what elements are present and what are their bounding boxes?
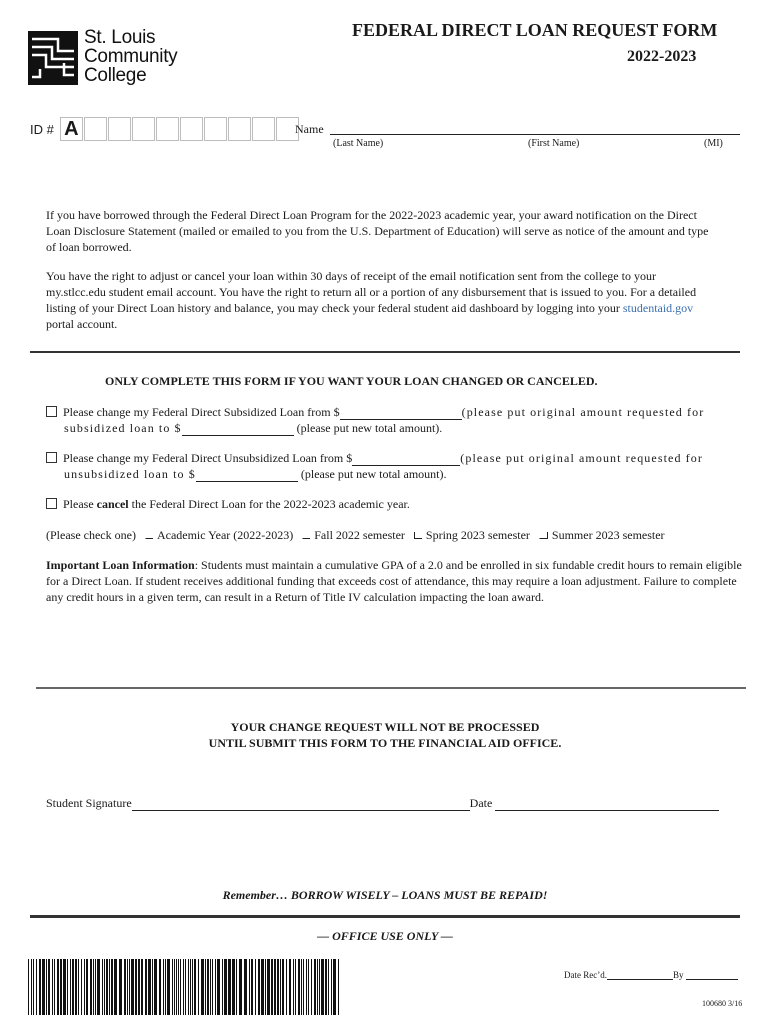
option-unsubsidized bbox=[46, 450, 746, 482]
unsubsidized-new-amount-field[interactable] bbox=[196, 469, 298, 482]
id-digit-box[interactable] bbox=[108, 117, 131, 141]
form-code: 100680 3/16 bbox=[702, 999, 743, 1008]
signature-row bbox=[46, 796, 719, 811]
section-divider bbox=[30, 351, 740, 353]
last-name-caption: (Last Name) bbox=[333, 138, 384, 149]
id-digit-box[interactable] bbox=[180, 117, 203, 141]
subsidized-original-amount-field[interactable] bbox=[340, 407, 462, 420]
notice-line: UNTIL SUBMIT THIS FORM TO THE FINANCIAL AID OFFICE. bbox=[208, 736, 562, 750]
option-text: unsubsidized loan to $ bbox=[64, 467, 196, 481]
name-field[interactable] bbox=[330, 134, 740, 135]
office-use-heading: — OFFICE USE ONLY — bbox=[317, 929, 453, 943]
borrow-wisely-reminder: Remember… BORROW WISELY – LOANS MUST BE REPAID! bbox=[222, 888, 548, 902]
cancel-checkbox[interactable] bbox=[46, 498, 57, 509]
summer-semester-checkbox[interactable] bbox=[539, 532, 548, 539]
section-heading: ONLY COMPLETE THIS FORM IF YOU WANT YOUR LOAN CHANGED OR CANCELED. bbox=[105, 374, 598, 388]
college-logo-wordmark: St. Louis Community College bbox=[84, 27, 178, 86]
notice-line: YOUR CHANGE REQUEST WILL NOT BE PROCESSED bbox=[230, 720, 540, 734]
intro-paragraph-2 bbox=[46, 268, 716, 332]
option-cancel bbox=[46, 496, 746, 512]
term-selection-row bbox=[46, 528, 665, 543]
id-digit-box[interactable] bbox=[228, 117, 251, 141]
id-box-prefix: A bbox=[60, 117, 83, 141]
form-year: 2022-2023 bbox=[627, 48, 697, 65]
option-subsidized bbox=[46, 404, 746, 436]
id-digit-box[interactable] bbox=[132, 117, 155, 141]
id-label: ID # bbox=[30, 121, 54, 137]
option-text: (please put new total amount). bbox=[293, 421, 443, 435]
by-label: By bbox=[672, 970, 684, 980]
footer-divider bbox=[30, 915, 740, 918]
date-field[interactable] bbox=[495, 798, 719, 811]
important-loan-information bbox=[46, 557, 751, 605]
subsidized-checkbox[interactable] bbox=[46, 406, 57, 417]
middle-initial-caption: (MI) bbox=[704, 138, 723, 149]
option-text: (please put original amount requested for bbox=[461, 405, 705, 419]
id-digit-box[interactable] bbox=[84, 117, 107, 141]
fall-semester-checkbox[interactable] bbox=[302, 532, 310, 539]
id-digit-box[interactable] bbox=[156, 117, 179, 141]
signature-label: Student Signature bbox=[46, 796, 132, 810]
check-one-label: (Please check one) bbox=[46, 528, 136, 542]
option-text: Please bbox=[63, 497, 97, 511]
spring-semester-checkbox[interactable] bbox=[414, 532, 422, 539]
name-label: Name bbox=[295, 122, 324, 136]
form-title: FEDERAL DIRECT LOAN REQUEST FORM bbox=[352, 20, 718, 40]
id-row bbox=[30, 116, 300, 142]
by-field[interactable] bbox=[686, 970, 738, 980]
barcode bbox=[28, 959, 342, 1015]
intro-paragraph-1: If you have borrowed through the Federal Direct Loan Program for the 2022-2023 academic year, your award notification on the Direct Loan Disclosure Statement (mailed or emailed to you from the U.S. Department of Education) will serve as notice of the amount and type of loan borrowed. bbox=[46, 208, 709, 254]
unsubsidized-checkbox[interactable] bbox=[46, 452, 57, 463]
term-choice-label: Academic Year (2022-2023) bbox=[156, 528, 294, 542]
option-text: subsidized loan to $ bbox=[64, 421, 182, 435]
college-logo-mark-icon bbox=[28, 31, 78, 85]
studentaid-link[interactable]: studentaid.gov bbox=[622, 301, 694, 315]
term-choice-label: Fall 2022 semester bbox=[314, 528, 405, 542]
cancel-emphasis: cancel bbox=[96, 497, 129, 511]
college-logo bbox=[28, 28, 193, 90]
academic-year-checkbox[interactable] bbox=[145, 532, 153, 539]
id-digit-box[interactable] bbox=[252, 117, 275, 141]
option-text: (please put new total amount). bbox=[297, 467, 447, 481]
date-label: Date bbox=[469, 796, 493, 810]
term-choice-label: Spring 2023 semester bbox=[425, 528, 530, 542]
important-text: : Students must maintain a cumulative GPA of a 2.0 and be enrolled in six fundable credit hours to remain eligible for a Direct Loan. If student receives additional funding that exceeds cost of attendance, this may require a loan adjustment. Failure to complete any credit hours in a given term, can result in a Return of Title IV calculation impacting the loan award. bbox=[46, 558, 742, 604]
date-received-label: Date Rec’d. bbox=[564, 970, 607, 980]
option-text: Please change my Federal Direct Subsidized Loan from $ bbox=[63, 405, 340, 419]
option-text: the Federal Direct Loan for the 2022-2023 academic year. bbox=[128, 497, 410, 511]
id-digit-box[interactable] bbox=[204, 117, 227, 141]
processing-notice bbox=[0, 719, 770, 751]
term-choice-label: Summer 2023 semester bbox=[551, 528, 665, 542]
date-received-field[interactable] bbox=[607, 970, 673, 980]
section-divider bbox=[36, 687, 746, 689]
option-text: (please put original amount requested for bbox=[460, 451, 703, 465]
option-text: Please change my Federal Direct Unsubsidized Loan from $ bbox=[63, 451, 353, 465]
important-label: Important Loan Information bbox=[46, 558, 195, 572]
intro-paragraph-2-end: portal account. bbox=[46, 317, 118, 331]
office-date-received bbox=[564, 970, 738, 980]
intro-paragraph-2-text: You have the right to adjust or cancel your loan within 30 days of receipt of the email notification sent from the college to your my.stlcc.edu student email account. You have the right to return all or a portion of any disbursement that is issued to you. For a detailed listing of your Direct Loan history and balance, you may check your federal student aid dashboard by logging into your bbox=[46, 269, 697, 315]
first-name-caption: (First Name) bbox=[528, 138, 580, 149]
unsubsidized-original-amount-field[interactable] bbox=[352, 453, 460, 466]
subsidized-new-amount-field[interactable] bbox=[182, 423, 294, 436]
signature-field[interactable] bbox=[132, 798, 470, 811]
